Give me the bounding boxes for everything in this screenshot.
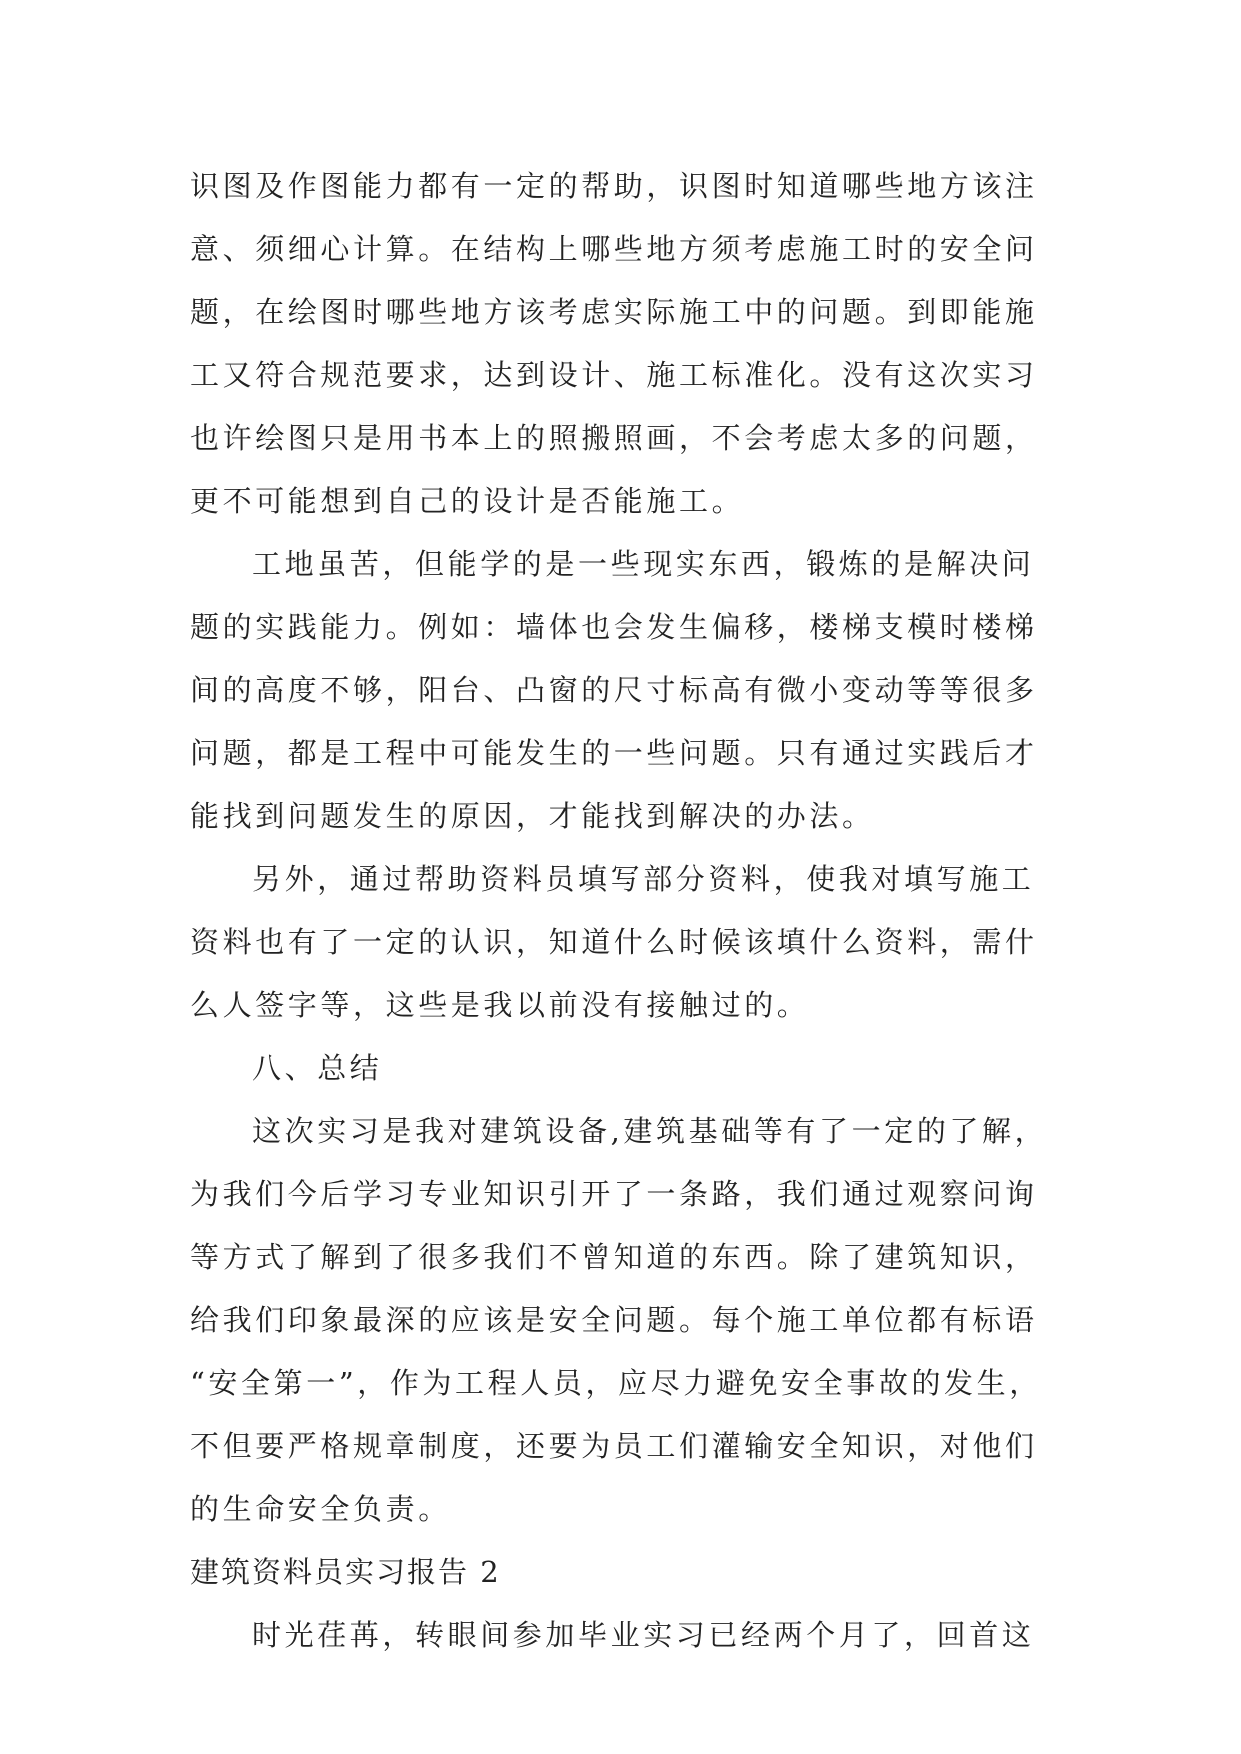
- paragraph-first-line: 工地虽苦，但能学的是一些现实东西，锻炼的是解决问: [252, 547, 1035, 581]
- text-line: 的生命安全负责。: [190, 1492, 451, 1526]
- text-line: 意、须细心计算。在结构上哪些地方须考虑施工时的安全问: [190, 232, 1038, 266]
- text-line: 识图及作图能力都有一定的帮助，识图时知道哪些地方该注: [190, 169, 1038, 203]
- text-line: 不但要严格规章制度，还要为员工们灌输安全知识，对他们: [190, 1429, 1038, 1463]
- text-line: 更不可能想到自己的设计是否能施工。: [190, 484, 745, 518]
- text-line: 题的实践能力。例如：墙体也会发生偏移，楼梯支模时楼梯: [190, 610, 1038, 644]
- text-line: 么人签字等，这些是我以前没有接触过的。: [190, 988, 810, 1022]
- paragraph-first-line: 另外，通过帮助资料员填写部分资料，使我对填写施工: [252, 862, 1035, 896]
- text-line: “安全第一”，作为工程人员，应尽力避免安全事故的发生，: [190, 1366, 1042, 1400]
- section-heading: 八、总结: [252, 1051, 383, 1085]
- text-line: 工又符合规范要求，达到设计、施工标准化。没有这次实习: [190, 358, 1038, 392]
- report-title: 建筑资料员实习报告 2: [190, 1555, 501, 1589]
- text-line: 资料也有了一定的认识，知道什么时候该填什么资料，需什: [190, 925, 1038, 959]
- text-line: 能找到问题发生的原因，才能找到解决的办法。: [190, 799, 875, 833]
- document-page: [190, 155, 1070, 1667]
- text-line: 给我们印象最深的应该是安全问题。每个施工单位都有标语: [190, 1303, 1038, 1337]
- paragraph-first-line: 这次实习是我对建筑设备,建筑基础等有了一定的了解，: [252, 1114, 1048, 1148]
- text-line: 间的高度不够，阳台、凸窗的尺寸标高有微小变动等等很多: [190, 673, 1038, 707]
- text-line: 问题，都是工程中可能发生的一些问题。只有通过实践后才: [190, 736, 1038, 770]
- paragraph-first-line: 时光荏苒，转眼间参加毕业实习已经两个月了，回首这: [252, 1618, 1035, 1652]
- text-line: 也许绘图只是用书本上的照搬照画，不会考虑太多的问题，: [190, 421, 1038, 455]
- text-line: 题，在绘图时哪些地方该考虑实际施工中的问题。到即能施: [190, 295, 1038, 329]
- text-line: 等方式了解到了很多我们不曾知道的东西。除了建筑知识，: [190, 1240, 1038, 1274]
- text-line: 为我们今后学习专业知识引开了一条路，我们通过观察问询: [190, 1177, 1038, 1211]
